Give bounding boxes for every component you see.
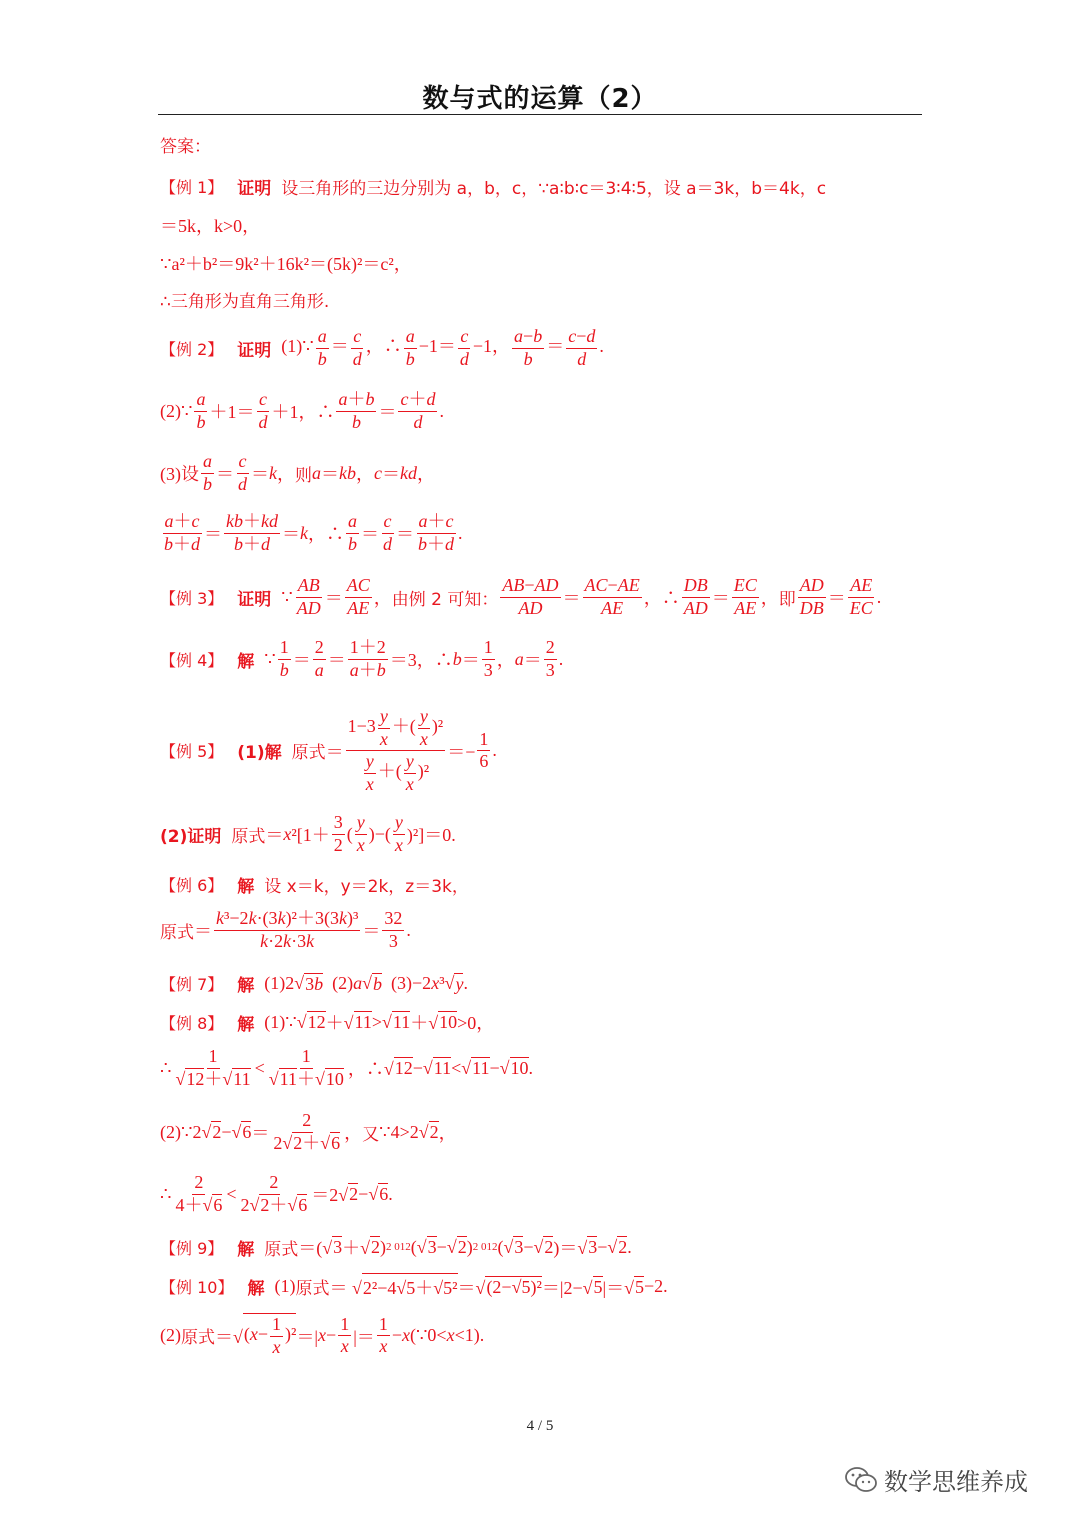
ex10-line2: (2) 原式 ＝√ (x− $\frac{1}{x}$ )² ＝| x − $\frac{1}{x}$ |＝ $\frac{1}{x}$ − x (∵0< x <1). xyxy=(160,1313,485,1357)
ex7-keyword: 解 xyxy=(237,976,255,996)
ex3-keyword: 证明 xyxy=(237,589,272,610)
ex9-label: 【例 9】 xyxy=(160,1238,224,1258)
ex10-line1: 【例 10】 解 (1) 原式 ＝ √ 2²−4√5＋√5² ＝√ (2−√5)² ＝|2−√ 5 |＝√ 5 −2. xyxy=(160,1273,668,1300)
ex7-label: 【例 7】 xyxy=(160,975,224,994)
ex6-text1: 设 x＝k，y＝2k，z＝3k， xyxy=(264,877,469,897)
ex1-line4: ∴三角形为直角三角形. xyxy=(160,292,330,312)
ex2-line1 xyxy=(160,326,604,370)
ex9-line1: 【例 9】 解 原式 ＝(√ 3 ＋√ 2 ) 2 012 (√ 3 −√ 2 ) 2 012 (√ 3 −√ 2 )＝√ 3 −√ 2 . xyxy=(160,1236,632,1260)
ex1-line3: ∵a²＋b²＝9k²＋16k²＝(5k)²＝c²， xyxy=(160,254,412,274)
ex2-line3: (3)设 $\frac{a}{b}$ ＝ $\frac{c}{d}$ ＝ k ， 则 a ＝ kb ， c ＝ kd ， xyxy=(160,451,435,494)
ex5-line1: 【例 5】 (1)解 原式 ＝ 1−3 $\frac{y}{x}$ ＋( $\frac{y}{x}$ )² $\frac{y}{x}$ ＋( $\frac{y}{x}$ )² ＝− $\frac{1}{6}$ . xyxy=(160,706,497,794)
ex4-line1: 【例 4】 解 ∵ $\frac{1}{b}$ ＝ $\frac{2}{a}$ ＝ $\frac{1+2}{a+b}$ ＝3，∴ b ＝ $\frac{1}{3}$ ， a ＝ $\frac{2}{3}$ . xyxy=(160,637,564,680)
ex1-line1 xyxy=(160,174,826,199)
ex3-line1: 【例 3】 证明 ∵ $\frac{AB}{AD}$ ＝ $\frac{AC}{AE}$ ， 由例 2 可知： $\frac{AB-AD}{AD}$ ＝ $\frac{AC-AE}{AE}$ ，∴ $\frac{DB}{AD}$ ＝ $\frac{EC}{AE}$ ， 即 $\frac{AD}{DB}$ ＝ $\frac{AE}{EC}$ . xyxy=(160,575,882,618)
ex6-line2: 原式 ＝ $\frac{\text{k³−2k·(3k)²＋3(3k)³}}{k\cdot 2k\cdot 3k}$ ＝ $\frac{32}{3}$ . xyxy=(160,908,411,951)
ex3-label: 【例 3】 xyxy=(160,588,224,608)
watermark-text: 数学思维养成 xyxy=(884,1468,1028,1496)
ex10-label: 【例 10】 xyxy=(160,1278,234,1297)
ex7-line1: 【例 7】 解 (1)2√ 3b (2) a √ b (3)−2 x ³√ y . xyxy=(160,973,468,996)
ex5-keyword: (1)解 xyxy=(237,743,282,764)
ex5-label: 【例 5】 xyxy=(160,742,224,762)
ex6-line1 xyxy=(160,872,469,897)
ex8-line4: ∴ $\frac{2}{4+√6}$ < $\frac{2}{2√2+√6}$ ＝2√ 2 −√ 6 . xyxy=(160,1172,393,1215)
ex8-label: 【例 8】 xyxy=(160,1013,224,1033)
ex8-line3: (2)∵2√ 2 −√ 6 ＝ $\frac{2}{2√2+√6}$ ， 又 ∵4>2√ 2 ， xyxy=(160,1110,457,1153)
title-rule xyxy=(158,114,922,115)
ex1-line2: ＝5k，k>0， xyxy=(160,216,261,236)
ex1-label: 【例 1】 xyxy=(160,178,224,197)
ex2-line4: $\frac{a+c}{b+d}$ ＝ $\frac{kb+kd}{b+d}$ ＝ k ，∴ $\frac{a}{b}$ ＝ $\frac{c}{d}$ ＝ $\frac{a+c}{b+d}$ . xyxy=(164,511,463,554)
ex2-label: 【例 2】 xyxy=(160,339,224,359)
ex2-line2: (2)∵ $\frac{a}{b}$ ＋1＝ $\frac{c}{d}$ ＋1，∴ $\frac{a+b}{b}$ ＝ $\frac{c+d}{d}$ . xyxy=(160,389,444,432)
ex5-line2: (2)证明 原式 ＝ x ²[1＋ $\frac{3}{2}$ ( $\frac{y}{x}$ )−( $\frac{y}{x}$ )²]＝0. xyxy=(160,812,456,855)
watermark xyxy=(844,1462,1028,1497)
ex1-text1: 设三角形的三边分别为 a，b，c，∵a∶b∶c＝3∶4∶5，设 a＝3k，b＝4k，c xyxy=(281,179,827,199)
ex8-line1: 【例 8】 解 (1)∵√ 12 ＋√ 11 >√ 11 ＋√ 10 >0， xyxy=(160,1011,495,1035)
ex9-keyword: 解 xyxy=(237,1239,255,1260)
ex8-keyword: 解 xyxy=(237,1014,255,1035)
ex2-formula1: (1)∵ $\frac{a}{b}$ ＝ $\frac{c}{d}$ ，∴ $\frac{a}{b}$ −1＝ $\frac{c}{d}$ −1， $\frac{a-b}{b}$ ＝ $\frac{c-d}{d}$ . xyxy=(281,326,604,369)
ex6-label: 【例 6】 xyxy=(160,876,224,895)
ex10-keyword: 解 xyxy=(247,1279,265,1299)
ex4-keyword: 解 xyxy=(237,651,255,672)
page-title: 数与式的运算（2） xyxy=(422,84,658,114)
ex2-keyword: 证明 xyxy=(237,340,272,361)
answers-label: 答案： xyxy=(160,137,211,157)
ex8-line2: ∴ $\frac{1}{√12+√11}$ < $\frac{1}{√11+√10}$ ，∴√ 12 −√ 11 <√ 11 −√ 10 . xyxy=(160,1046,534,1089)
page-number: 4 / 5 xyxy=(526,1418,554,1434)
ex4-label: 【例 4】 xyxy=(160,650,224,670)
ex1-keyword: 证明 xyxy=(237,179,272,199)
ex6-keyword: 解 xyxy=(237,877,255,897)
ex5-keyword2: (2)证明 xyxy=(160,826,222,847)
wechat-icon xyxy=(844,1466,878,1494)
